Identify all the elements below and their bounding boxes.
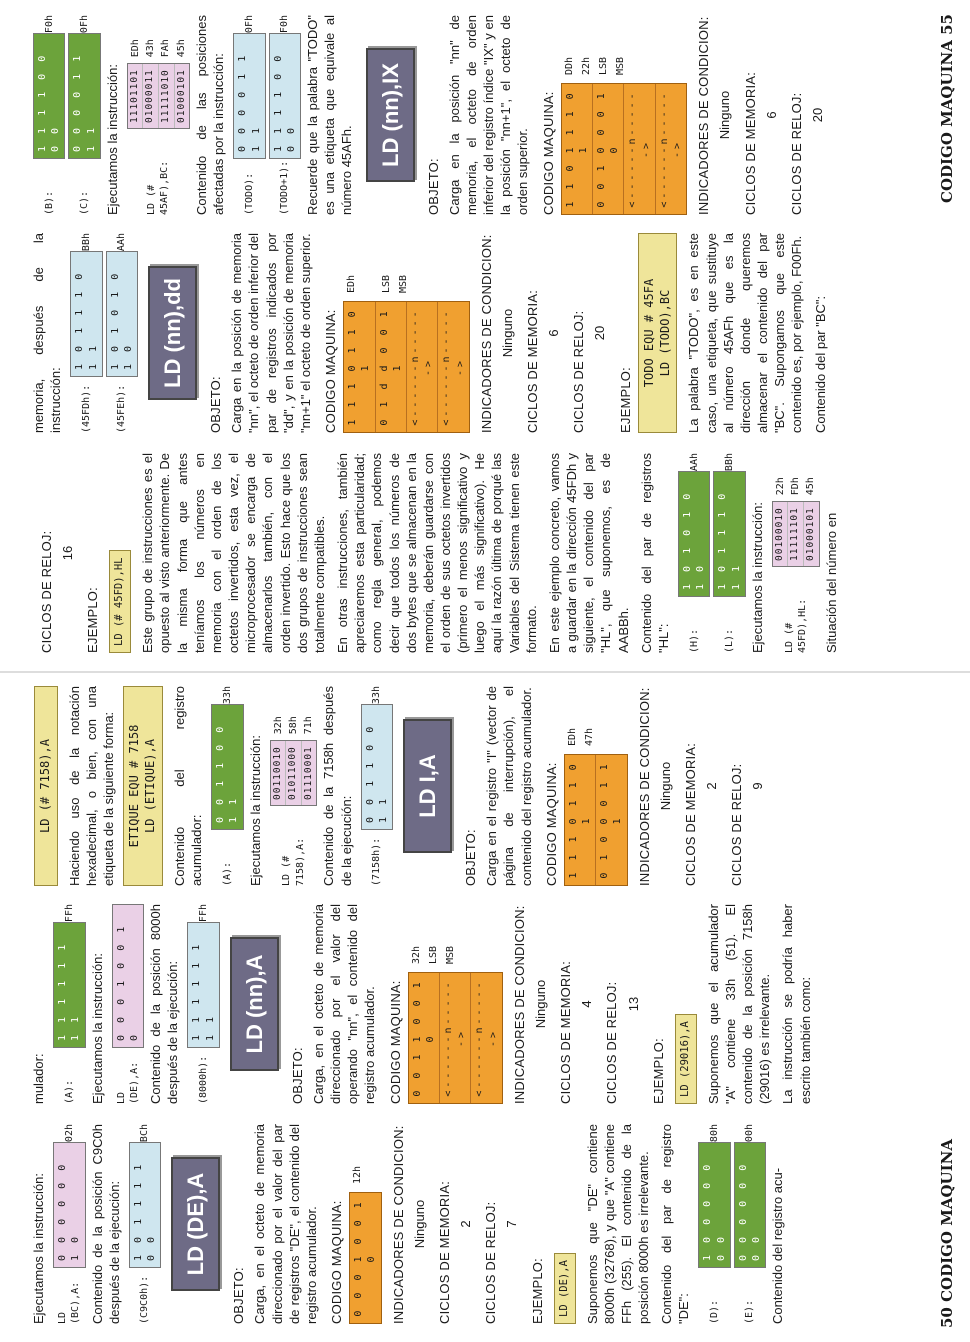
byte-hex-list	[128, 39, 189, 57]
register-bits: 1 0 0 0 0 0 0 0	[698, 1142, 730, 1268]
paragraph: Suponemos que el acumulador "A" contiene 33h (51). El contenido de la posición 7158h (29016) es irrelevante.	[705, 904, 773, 1104]
code-label: 12h	[352, 1165, 364, 1184]
section-heading: OBJETO:	[231, 1267, 247, 1324]
register-bits: 0 0 1 1 0 0 1 1	[361, 704, 393, 830]
register-label: (45FEh):	[116, 384, 128, 433]
example-line: TODO EQU # 45FA	[641, 278, 656, 388]
register-label: (45FDh):	[80, 384, 92, 433]
byte-hex: 45h	[175, 39, 187, 58]
byte-hex: 22h	[774, 477, 786, 496]
code-row: <------n------>	[440, 973, 471, 1103]
register-hex: BCh	[139, 1124, 151, 1143]
register-hex: 02h	[63, 1124, 75, 1143]
code-row: <------n------>	[441, 308, 466, 426]
paragraph: Contenido del par de registros "HL":	[638, 453, 671, 653]
register-bits: 0 0 0 0 0 0 1 0	[53, 1142, 85, 1268]
section-heading: CICLOS DE RELOJ:	[571, 310, 587, 433]
section-heading: OBJETO:	[425, 158, 441, 215]
section-heading: INDICADORES DE CONDICION:	[636, 687, 652, 886]
left-column-1	[30, 1124, 792, 1324]
paragraph: Carga en el registro "I" (vector de página de interrupción), el contenido del registro acumulador.	[484, 686, 534, 886]
section-heading: INDICADORES DE CONDICION:	[478, 234, 494, 433]
register-e	[734, 1124, 766, 1324]
value-text: Ninguno	[657, 761, 673, 811]
value-text: Ninguno	[533, 979, 548, 1029]
code-label: MSB	[615, 56, 627, 75]
register-bits: 0 0 0 0 1 1 1 1	[68, 33, 100, 159]
byte-hex-list	[773, 477, 819, 495]
code-label: LSB	[427, 945, 439, 964]
accumulator-register	[53, 904, 85, 1104]
register-label: (D):	[709, 1299, 721, 1324]
code-row: 0 1 d d 0 0 1 1	[376, 302, 407, 432]
paragraph: Haciendo uso de la notación hexadecimal, o bien, con una etiqueta de la siguiente forma:	[66, 686, 117, 886]
example-line: ETIQUE EQU # 7158	[127, 724, 142, 848]
byte-hex: 32h	[272, 716, 284, 735]
section-heading: CICLOS DE RELOJ:	[788, 92, 804, 215]
register-label: (8000h):	[197, 1055, 209, 1104]
machine-code-labels	[343, 275, 412, 293]
register-label: LD (# 45AF),BC:	[146, 160, 171, 215]
code-row: 1 1 1 0 1 1 0 1	[565, 755, 596, 885]
machine-code-labels	[408, 946, 460, 964]
instruction-stack	[772, 453, 820, 653]
section-heading: CODIGO MAQUINA:	[387, 980, 403, 1104]
example-box: LD (# 7158),A	[34, 686, 58, 886]
memory-register	[70, 233, 102, 433]
code-row: 1 1 1 0 1 1 0 1	[344, 302, 375, 432]
right-column-1	[30, 453, 846, 653]
machine-code-box	[408, 972, 503, 1104]
example-box: LD (DE),A	[554, 1253, 576, 1324]
value-text: Ninguno	[411, 1199, 427, 1249]
code-label: MSB	[397, 274, 409, 293]
byte-hex: 58h	[288, 716, 299, 735]
section-heading: CICLOS DE RELOJ:	[604, 981, 620, 1104]
register-label: LD (# 7158),A:	[281, 837, 306, 886]
register-label: (B):	[43, 190, 55, 215]
register-bits: 0 0 0 1 0 0 1 0	[112, 904, 144, 1048]
instruction-stack	[127, 15, 190, 215]
section-heading: CICLOS DE MEMORIA:	[436, 1180, 452, 1324]
byte-row: 00100010	[773, 502, 789, 566]
byte-stack	[772, 501, 820, 567]
register-label: (E):	[744, 1299, 756, 1324]
code-row: <------n------>	[474, 979, 499, 1097]
paragraph: Carga, en el octeto de memoria direccionado por el valor del operando "nn", el contenido del registro acumulador.	[310, 904, 378, 1104]
example-box: LD (29016),A	[675, 1014, 697, 1104]
paragraph: Situación del número en	[823, 512, 839, 653]
paragraph: Contenido de las posiciones afectadas por la instrucción:	[194, 15, 227, 215]
paragraph: Recuerde que la palabra "TODO" es una etiqueta que equivale al número 45AFh.	[305, 15, 355, 215]
accumulator-register	[211, 686, 243, 886]
byte-row: 11101101	[128, 64, 144, 128]
value-text: 2	[458, 1220, 474, 1228]
left-column-3	[30, 686, 773, 886]
register-bits: 0 0 0 0 0 0 0 0	[734, 1142, 766, 1268]
value-text: 20	[809, 107, 825, 123]
intro-text: Ejecutamos la instrucción:	[104, 63, 120, 215]
code-label: EDh	[566, 727, 578, 746]
register-bits: 1 0 1 0 1 0 1 0	[678, 471, 710, 597]
instruction-register	[53, 1124, 85, 1324]
machine-code-labels	[564, 728, 598, 746]
code-label: 32h	[410, 945, 422, 964]
machine-code	[408, 904, 503, 1104]
register-bits: 1 1 1 1 0 0 0 0	[269, 33, 301, 159]
register-hex: 00h	[744, 1124, 756, 1143]
machine-code	[564, 686, 628, 886]
instruction-title: LD (nn),IX	[366, 48, 415, 182]
section-heading: CODIGO MAQUINA:	[329, 1200, 345, 1324]
example-box	[123, 686, 163, 886]
section-heading: CICLOS DE MEMORIA:	[558, 960, 574, 1104]
instruction-stack	[270, 686, 318, 886]
value-text: 16	[60, 545, 76, 561]
machine-code-box	[349, 1192, 381, 1324]
byte-hex: FDh	[790, 477, 802, 496]
paragraph: En otras instrucciones, también apreciaremos esta particularidad; como regla general, podemos decir que todos los números de dos bytes que se almacenan en la memoria, deberán guardarse con el orden de sus octetos invertidos (primero el menos significativo y luego el más significativo). He aquí la razón última de porqué las Variables del Sistema tienen este formato.	[335, 453, 539, 653]
byte-hex: 43h	[145, 39, 157, 58]
paragraph: Contenido del registro acumulador:	[171, 686, 205, 886]
value-text: 6	[763, 111, 779, 119]
section-heading: CODIGO MAQUINA:	[540, 91, 556, 215]
register-hex: FFh	[197, 904, 209, 923]
code-label: MSB	[445, 945, 457, 964]
code-row: 0 0 1 0 0 0 1 0	[593, 84, 624, 214]
section-heading: CICLOS DE RELOJ:	[39, 530, 54, 653]
memory-register	[233, 15, 265, 215]
register-bits: 1 0 1 1 1 0 1 1	[713, 471, 745, 597]
machine-code	[349, 1124, 381, 1324]
value-text: Ninguno	[717, 90, 733, 140]
paragraph: Carga en la posición de memoria "nn", el octeto de orden inferior del par de registros indicados por "dd", y en la posición de memoria "nn+1" el octeto de orden superior.	[229, 233, 313, 433]
register-hex: F0h	[43, 15, 55, 34]
register-label: (H):	[688, 628, 700, 653]
register-hex: FFh	[63, 904, 75, 923]
instruction-title: LD I,A	[403, 719, 452, 853]
register-l	[713, 453, 745, 653]
code-label: 47h	[584, 727, 596, 746]
register-hex: 33h	[221, 686, 233, 705]
section-heading: CODIGO MAQUINA:	[323, 309, 339, 433]
page-footer: CODIGO MAQUINA 55	[938, 14, 956, 203]
paragraph: Suponemos que "DE" contiene 8000h (32768), y que "A" contiene FFh (255). El contenido de la posición 8000h es irrelevante.	[584, 1124, 651, 1324]
section-heading: EJEMPLO:	[85, 587, 101, 653]
memory-register	[106, 233, 138, 433]
paragraph: En este ejemplo concreto, vamos a guardar en la dirección 45FDh y siguiente, el contenido del par "HL", que suponemos, es de AABBh.	[546, 453, 631, 653]
section-heading: INDICADORES DE CONDICION:	[511, 905, 527, 1104]
paragraph: Contenido de la posición C9C0h después de la ejecución:	[89, 1124, 122, 1324]
register-hex: F0h	[279, 15, 291, 34]
instruction-register	[112, 904, 144, 1104]
value-text: 7	[504, 1220, 520, 1228]
paragraph: Contenido del par "BC":	[812, 295, 828, 433]
byte-stack	[127, 63, 190, 129]
code-label: LSB	[598, 56, 610, 75]
left-column-2	[30, 904, 820, 1104]
section-heading: CODIGO MAQUINA:	[543, 762, 559, 886]
machine-code-labels	[349, 1166, 366, 1184]
example-box	[638, 233, 678, 433]
value-text: 9	[750, 782, 766, 790]
machine-code-box	[561, 83, 688, 215]
register-b	[33, 15, 65, 215]
paragraph: Carga, en el octeto de memoria direccionado por el valor del par de registros "DE", el contenido del registro acumulador.	[252, 1124, 319, 1324]
byte-stack	[270, 740, 318, 806]
register-bits: 1 1 1 1 1 1 1 1	[187, 922, 219, 1048]
section-heading: INDICADORES DE CONDICION:	[696, 16, 712, 215]
register-hex: AAh	[116, 233, 128, 252]
section-heading: OBJETO:	[463, 829, 479, 886]
register-label: LD (# 45FD),HL:	[783, 598, 808, 653]
byte-row: 00110010	[271, 741, 287, 805]
register-bits: 1 1 1 1 0 0 0 0	[33, 33, 65, 159]
paragraph: Contenido de la 7158h después de la ejecución:	[321, 686, 354, 886]
value-text: 2	[704, 782, 720, 790]
register-hex: BBh	[80, 233, 92, 252]
byte-hex-list	[271, 716, 317, 734]
paragraph: mulador:	[31, 1053, 46, 1104]
byte-row: 01000101	[804, 507, 816, 561]
memory-register	[187, 904, 219, 1104]
register-label: (TODO+1):	[279, 160, 291, 215]
section-heading: CICLOS DE MEMORIA:	[742, 71, 758, 215]
section-heading: CICLOS DE MEMORIA:	[682, 742, 698, 886]
machine-code	[561, 15, 688, 215]
byte-hex: 71h	[303, 716, 315, 735]
value-text: Ninguno	[499, 308, 515, 358]
instruction-title: LD (DE),A	[171, 1157, 220, 1291]
value-text: 13	[625, 996, 641, 1012]
intro-text: Ejecutamos la instrucción:	[31, 1172, 46, 1324]
byte-row: 11111101	[788, 502, 804, 566]
register-label: (TODO):	[243, 172, 255, 215]
register-bits: 0 0 0 0 1 1 1 1	[233, 33, 265, 159]
code-row: <------n------>	[624, 84, 655, 214]
memory-register	[269, 15, 301, 215]
example-line: LD (TODO),BC	[657, 289, 672, 377]
section-heading: INDICADORES DE CONDICION:	[390, 1125, 406, 1324]
register-hex: AAh	[688, 453, 700, 472]
memory-register	[361, 686, 393, 886]
code-label	[360, 275, 377, 293]
register-label: LD (BC),A:	[57, 1281, 82, 1324]
section-heading: CICLOS DE MEMORIA:	[525, 289, 540, 433]
register-hex: 80h	[709, 1124, 721, 1143]
section-heading: OBJETO:	[289, 1047, 305, 1104]
machine-code-labels	[561, 57, 630, 75]
byte-hex: FAh	[160, 39, 172, 58]
code-row: 0 0 0 1 0 0 1 0	[353, 1199, 378, 1317]
paragraph: Carga en la posición "nn" de memoria, el octeto de orden inferior del registro índice "IX" y en la posición "nn+1", el octeto de orden superior.	[446, 15, 531, 215]
section-heading: OBJETO:	[208, 376, 224, 433]
register-label: (A):	[221, 861, 233, 886]
paragraph: Contenido del registro acu-	[770, 1167, 786, 1324]
example-box: LD (# 45FD),HL	[109, 550, 131, 653]
value-text: 4	[579, 1000, 595, 1008]
paragraph: memoria, después de la instrucción:	[31, 233, 64, 433]
register-bits: 1 1 1 1 1 1 1 1	[53, 922, 85, 1048]
page-footer: 50 CODIGO MAQUINA	[938, 1139, 956, 1328]
code-label: 22h	[580, 56, 592, 75]
value-text: 20	[592, 325, 608, 341]
section-heading: EJEMPLO:	[617, 367, 633, 433]
register-hex: 33h	[371, 686, 383, 705]
code-row: <------n------>	[407, 302, 438, 432]
paragraph: Contenido del par de registro "DE":	[659, 1124, 692, 1324]
register-c	[68, 15, 100, 215]
example-line: LD (ETIQUE),A	[143, 739, 158, 833]
byte-hex: 45h	[805, 477, 817, 496]
memory-register	[129, 1124, 161, 1324]
byte-row: 01000101	[175, 69, 187, 123]
register-bits: 1 0 1 1 1 1 0 0	[129, 1142, 161, 1268]
byte-row: 01011000	[286, 741, 302, 805]
paragraph: La instrucción se podría haber escrito también como:	[780, 904, 813, 1104]
code-row: 0 1 0 0 0 1 1 1	[599, 761, 624, 879]
section-heading: EJEMPLO:	[529, 1258, 545, 1324]
register-label: (7158h):	[371, 837, 383, 886]
code-row: 1 1 0 1 1 1 0 1	[562, 84, 593, 214]
register-bits: 1 0 1 0 1 0 1 0	[106, 251, 138, 377]
register-bits: 1 0 1 1 1 0 1 1	[70, 251, 102, 377]
instruction-title: LD (nn),A	[230, 937, 279, 1071]
code-label: LSB	[380, 274, 392, 293]
machine-code-box	[343, 301, 470, 433]
code-label: EDh	[346, 274, 358, 293]
right-column-2	[30, 233, 835, 433]
intro-text: Ejecutamos la instrucción:	[247, 734, 263, 886]
instruction-title: LD (nn),dd	[148, 266, 197, 400]
code-label: DDh	[563, 56, 575, 75]
section-heading: CICLOS DE RELOJ:	[729, 763, 745, 886]
register-hex: 0Fh	[243, 15, 255, 34]
code-row: <------n------>	[658, 90, 683, 208]
paragraph: Contenido de la posición 8000h después de la ejecución:	[148, 904, 181, 1104]
code-row: 0 0 1 1 0 0 1 0	[409, 973, 440, 1103]
register-hex: BBh	[723, 453, 735, 472]
intro-text: Ejecutamos la instrucción:	[749, 501, 765, 653]
intro-text: Ejecutamos la instrucción:	[89, 952, 105, 1104]
right-column-3	[30, 15, 832, 215]
register-h	[678, 453, 710, 653]
paragraph: La palabra "TODO", es en este caso, una etiqueta, que sustituye al número 45AFh que es la dirección donde queremos almacenar el contenido del par "BC". Supongamos que este contenido es, por ejemplo, F00Fh.	[686, 233, 805, 433]
register-d	[698, 1124, 730, 1324]
section-heading: CICLOS DE RELOJ:	[483, 1201, 499, 1324]
byte-hex: EDh	[130, 39, 142, 58]
register-label: (A):	[63, 1079, 75, 1104]
left-page	[0, 671, 970, 1342]
paragraph: Este grupo de instrucciones es el opuesto al visto anteriormente. De la misma forma que antes teníamos los números en memoria con el orden de los octetos invertidos, esta vez, el microprocesador se encarga de almacenarlos también, con el orden invertido. Esto hace que los dos grupos de instrucciones sean totalmente compatibles.	[140, 453, 327, 653]
machine-code	[343, 233, 470, 433]
page-gutter	[0, 671, 970, 673]
register-label: (C):	[78, 190, 90, 215]
byte-row: 01110001	[302, 746, 314, 800]
register-bits: 0 0 1 1 0 0 1 1	[211, 704, 243, 830]
section-heading: EJEMPLO:	[650, 1038, 666, 1104]
byte-row: 11111010	[159, 64, 175, 128]
byte-row: 01000011	[143, 64, 159, 128]
value-text: 6	[546, 329, 562, 337]
register-label: (C9C0h):	[139, 1275, 151, 1324]
register-label: LD (DE),A:	[115, 1061, 140, 1104]
register-label: (L):	[723, 628, 735, 653]
machine-code-box	[564, 754, 628, 886]
register-hex: 0Fh	[78, 15, 90, 34]
